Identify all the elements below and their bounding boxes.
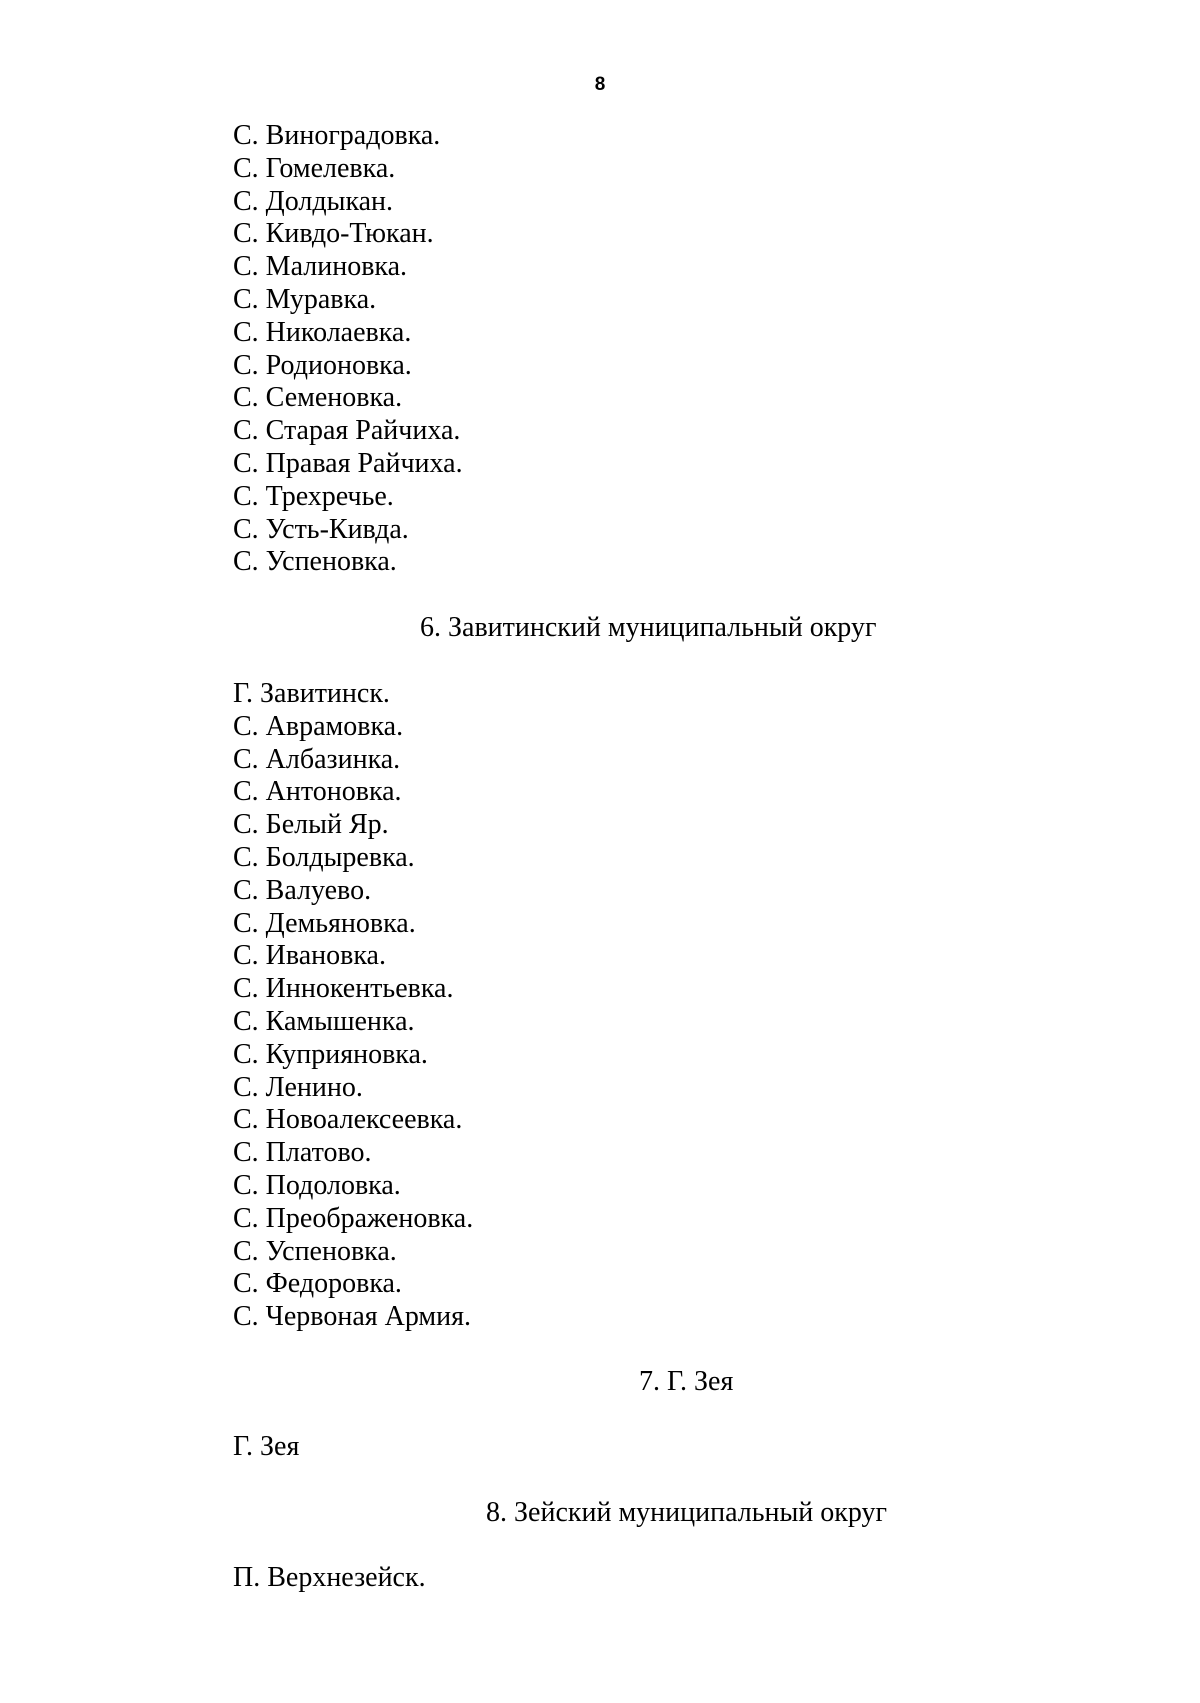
settlement-item: С. Болдыревка.	[233, 841, 415, 873]
settlement-item: С. Старая Райчиха.	[233, 415, 461, 447]
settlement-item: С. Камышенка.	[233, 1005, 415, 1037]
section-heading-7: 7. Г. Зея	[639, 1366, 734, 1397]
settlement-item: С. Семеновка.	[233, 382, 403, 414]
settlement-list-section-8	[233, 1562, 426, 1595]
settlement-item: С. Преображеновка.	[233, 1202, 474, 1234]
settlement-item: П. Верхнезейск.	[233, 1562, 426, 1593]
settlement-item: С. Валуево.	[233, 874, 372, 906]
settlement-item: С. Кивдо-Тюкан.	[233, 218, 434, 250]
page-number: 8	[594, 74, 606, 95]
settlement-list-section-6	[233, 678, 473, 1334]
settlement-item: С. Антоновка.	[233, 776, 402, 808]
settlement-item: С. Долдыкан.	[233, 185, 394, 217]
section-heading-6: 6. Завитинский муниципальный округ	[420, 612, 877, 643]
settlement-item: С. Виноградовка.	[233, 120, 441, 151]
settlement-item: С. Успеновка.	[233, 1235, 397, 1267]
settlement-list-section-7	[233, 1431, 299, 1464]
settlement-item: С. Усть-Кивда.	[233, 513, 409, 545]
settlement-item: С. Албазинка.	[233, 743, 401, 775]
settlement-item: С. Подоловка.	[233, 1169, 401, 1201]
settlement-item: С. Федоровка.	[233, 1268, 402, 1300]
settlement-item: С. Ивановка.	[233, 940, 386, 972]
settlement-item: С. Иннокентьевка.	[233, 973, 454, 1005]
settlement-item: С. Правая Райчиха.	[233, 447, 463, 479]
settlement-item: Г. Зея	[233, 1431, 300, 1462]
settlement-list-continued	[233, 120, 463, 579]
section-heading-8: 8. Зейский муниципальный округ	[486, 1497, 887, 1528]
settlement-item: С. Трехречье.	[233, 480, 394, 512]
settlement-item: С. Белый Яр.	[233, 809, 389, 841]
settlement-item: С. Николаевка.	[233, 316, 412, 348]
settlement-item: С. Новоалексеевка.	[233, 1104, 463, 1136]
settlement-item: С. Червоная Армия.	[233, 1301, 471, 1333]
settlement-item: С. Родионовка.	[233, 349, 412, 381]
settlement-item: С. Гомелевка.	[233, 152, 396, 184]
settlement-item: С. Успеновка.	[233, 546, 397, 578]
settlement-item: С. Малиновка.	[233, 251, 408, 283]
settlement-item: С. Муравка.	[233, 283, 377, 315]
settlement-item: С. Демьяновка.	[233, 907, 416, 939]
settlement-item: С. Куприяновка.	[233, 1038, 428, 1070]
settlement-item: С. Ленино.	[233, 1071, 363, 1103]
settlement-item: Г. Завитинск.	[233, 678, 390, 709]
settlement-item: С. Платово.	[233, 1137, 372, 1169]
settlement-item: С. Аврамовка.	[233, 710, 404, 742]
